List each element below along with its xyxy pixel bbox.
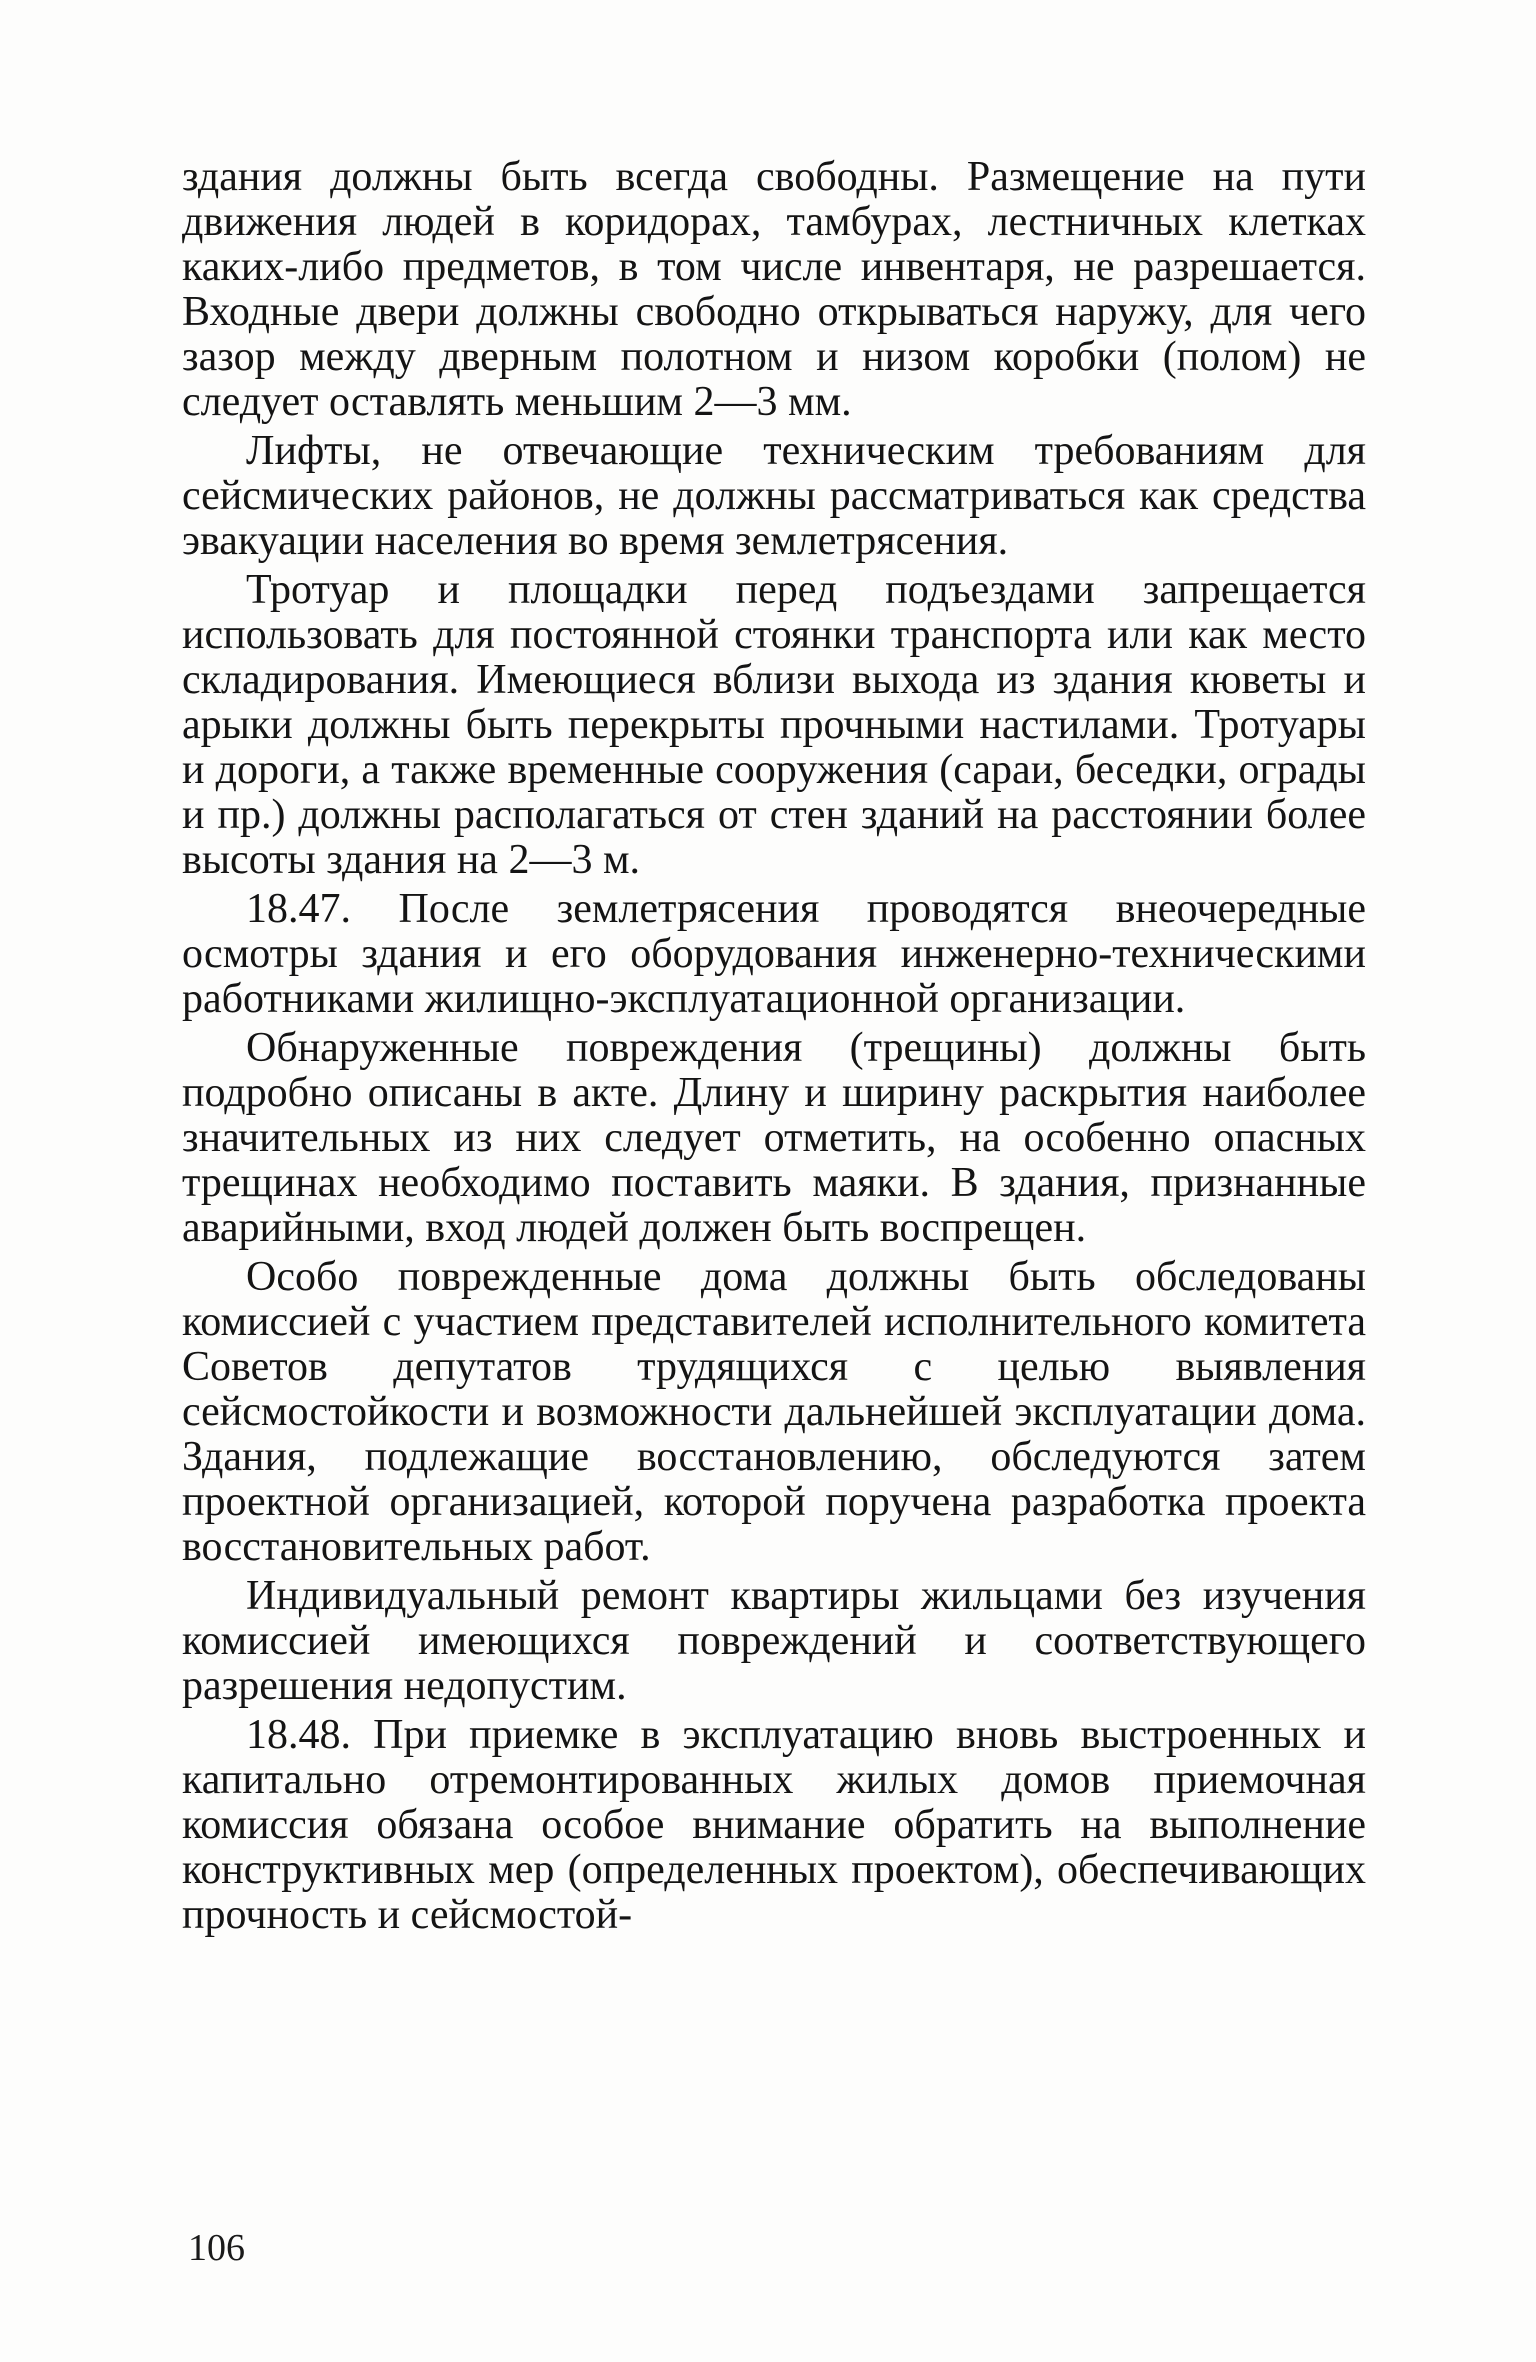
- paragraph-individual-repair: Индивидуальный ремонт квартиры жильцами без изучения комиссией имеющихся повреждений и соответствующего разрешения недопустим.: [182, 1573, 1366, 1709]
- paragraph-lifts: Лифты, не отвечающие техническим требованиям для сейсмических районов, не должны рассматриваться как средства эвакуации населения во время землетрясения.: [182, 428, 1366, 564]
- paragraph-commission-survey: Особо поврежденные дома должны быть обследованы комиссией с участием представителей исполнительного комитета Советов депутатов трудящихся с целью выявления сейсмостойкости и возможности дальнейшей эксплуатации дома. Здания, подлежащие восстановлению, обследуются затем проектной организацией, которой поручена разработка проекта восстановительных работ.: [182, 1254, 1366, 1570]
- paragraph-section-18-47: 18.47. После землетрясения проводятся внеочередные осмотры здания и его оборудования инженерно-техническими работниками жилищно-эксплуатационной организации.: [182, 886, 1366, 1022]
- paragraph-sidewalks: Тротуар и площадки перед подъездами запрещается использовать для постоянной стоянки транспорта или как место складирования. Имеющиеся вблизи выхода из здания кюветы и арыки должны быть перекрыты прочными настилами. Тротуары и дороги, а также временные сооружения (сараи, беседки, ограды и пр.) должны располагаться от стен зданий на расстоянии более высоты здания на 2—3 м.: [182, 567, 1366, 883]
- page-number: 106: [188, 2227, 245, 2269]
- paragraph-damage-report: Обнаруженные повреждения (трещины) должны быть подробно описаны в акте. Длину и ширину раскрытия наиболее значительных из них следует отметить, на особенно опасных трещинах необходимо поставить маяки. В здания, признанные аварийными, вход людей должен быть воспрещен.: [182, 1025, 1366, 1251]
- body-text: [182, 155, 1366, 1942]
- paragraph-continuation: здания должны быть всегда свободны. Размещение на пути движения людей в коридорах, тамбурах, лестничных клетках каких-либо предметов, в том числе инвентаря, не разрешается. Входные двери должны свободно открываться наружу, для чего зазор между дверным полотном и низом коробки (полом) не следует оставлять меньшим 2—3 мм.: [182, 154, 1366, 425]
- paragraph-section-18-48: 18.48. При приемке в эксплуатацию вновь выстроенных и капитально отремонтированных жилых домов приемочная комиссия обязана особое внимание обратить на выполнение конструктивных мер (определенных проектом), обеспечивающих прочность и сейсмостой-: [182, 1712, 1366, 1938]
